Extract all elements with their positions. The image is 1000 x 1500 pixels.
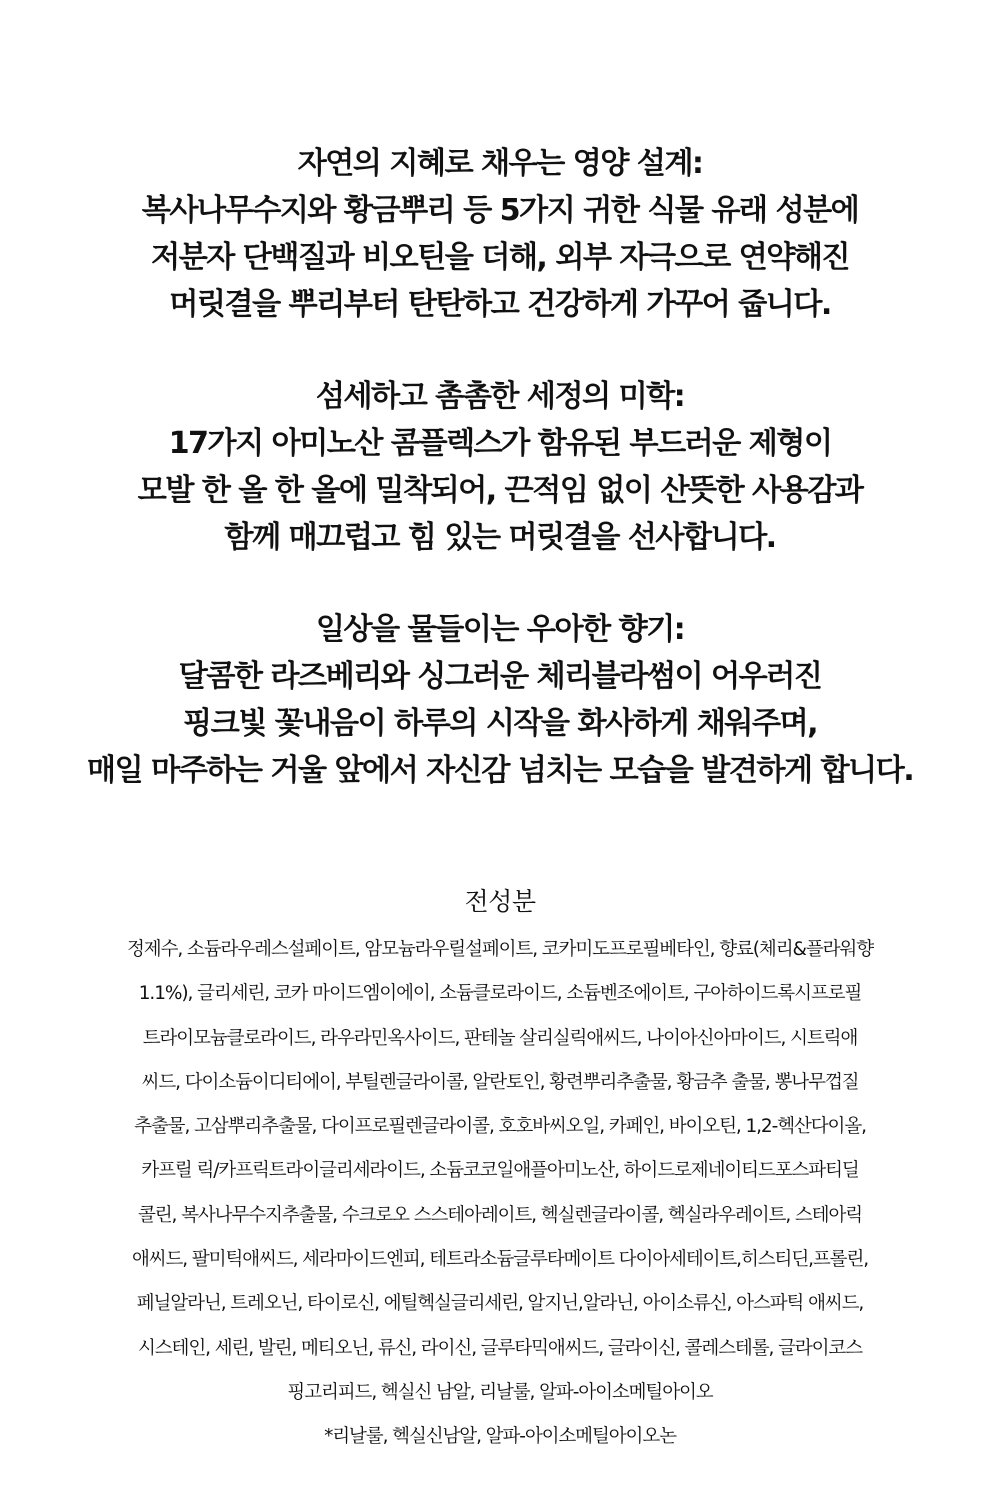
ingredients-line: 1.1%), 글리세린, 코카 마이드엠이에이, 소듐클로라이드, 소듐벤조에이트, 구아하이드록시프로필 (138, 983, 862, 1005)
ingredients-footnote: *리날룰, 헥실신남알, 알파-아이소메틸아이오논 (324, 1426, 676, 1448)
section-heading: 자연의 지혜로 채우는 영양 설계: (297, 146, 703, 181)
ingredients-line: 핑고리피드, 헥실신 남알, 리날룰, 알파-아이소메틸아이오 (287, 1381, 713, 1403)
section-nutrition (0, 140, 1000, 328)
section-heading: 일상을 물들이는 우아한 향기: (315, 612, 685, 647)
ingredients-line: 시스테인, 세린, 발린, 메티오닌, 류신, 라이신, 글루타믹애씨드, 글라이신, 콜레스테롤, 글라이코스 (137, 1337, 862, 1359)
ingredients-title: 전성분 (464, 887, 536, 916)
section-text-line: 달콤한 라즈베리와 싱그러운 체리블라썸이 어우러진 (178, 659, 822, 694)
ingredients-block (0, 880, 1000, 1460)
section-text-line: 복사나무수지와 황금뿌리 등 5가지 귀한 식물 유래 성분에 (141, 193, 859, 228)
section-text-line: 모발 한 올 한 올에 밀착되어, 끈적임 없이 산뜻한 사용감과 (137, 473, 863, 508)
description-block (0, 140, 1000, 839)
section-cleansing (0, 373, 1000, 561)
ingredients-line: 콜린, 복사나무수지추출물, 수크로오 스스테아레이트, 헥실렌글라이콜, 헥실라우레이트, 스테아릭 (137, 1204, 863, 1226)
ingredients-line: 카프릴 릭/카프릭트라이글리세라이드, 소듐코코일애플아미노산, 하이드로제네이티드포스파티딜 (141, 1160, 859, 1182)
section-text-line: 핑크빛 꽃내음이 하루의 시작을 화사하게 채워주며, (183, 706, 817, 741)
ingredients-line: 씨드, 다이소듐이디티에이, 부틸렌글라이콜, 알란토인, 황련뿌리추출물, 황금추 출물, 뽕나무껍질 (141, 1071, 859, 1093)
ingredients-line: 애씨드, 팔미틱애씨드, 세라마이드엔피, 테트라소듐글루타메이트 다이아세테이트,히스티딘,프롤린, (131, 1249, 869, 1271)
section-text-line: 함께 매끄럽고 힘 있는 머릿결을 선사합니다. (224, 520, 776, 555)
section-fragrance (0, 606, 1000, 794)
ingredients-line: 정제수, 소듐라우레스설페이트, 암모늄라우릴설페이트, 코카미도프로필베타인, 향료(체리&플라워향 (127, 939, 873, 960)
section-text-line: 저분자 단백질과 비오틴을 더해, 외부 자극으로 연약해진 (150, 240, 849, 275)
section-heading: 섬세하고 촘촘한 세정의 미학: (315, 379, 685, 414)
section-text-line: 17가지 아미노산 콤플렉스가 함유된 부드러운 제형이 (168, 426, 832, 461)
ingredients-line: 추출물, 고삼뿌리추출물, 다이프로필렌글라이콜, 호호바씨오일, 카페인, 바이오틴, 1,2-헥산다이올, (134, 1116, 866, 1138)
ingredients-line: 페닐알라닌, 트레오닌, 타이로신, 에틸헥실글리세린, 알지닌,알라닌, 아이소류신, 아스파틱 애씨드, (136, 1293, 864, 1315)
section-text-line: 매일 마주하는 거울 앞에서 자신감 넘치는 모습을 발견하게 합니다. (86, 753, 914, 788)
section-text-line: 머릿결을 뿌리부터 탄탄하고 건강하게 가꾸어 줍니다. (169, 287, 831, 322)
ingredients-line: 트라이모늄클로라이드, 라우라민옥사이드, 판테놀 살리실릭애씨드, 나이아신아마이드, 시트릭애 (142, 1027, 858, 1049)
